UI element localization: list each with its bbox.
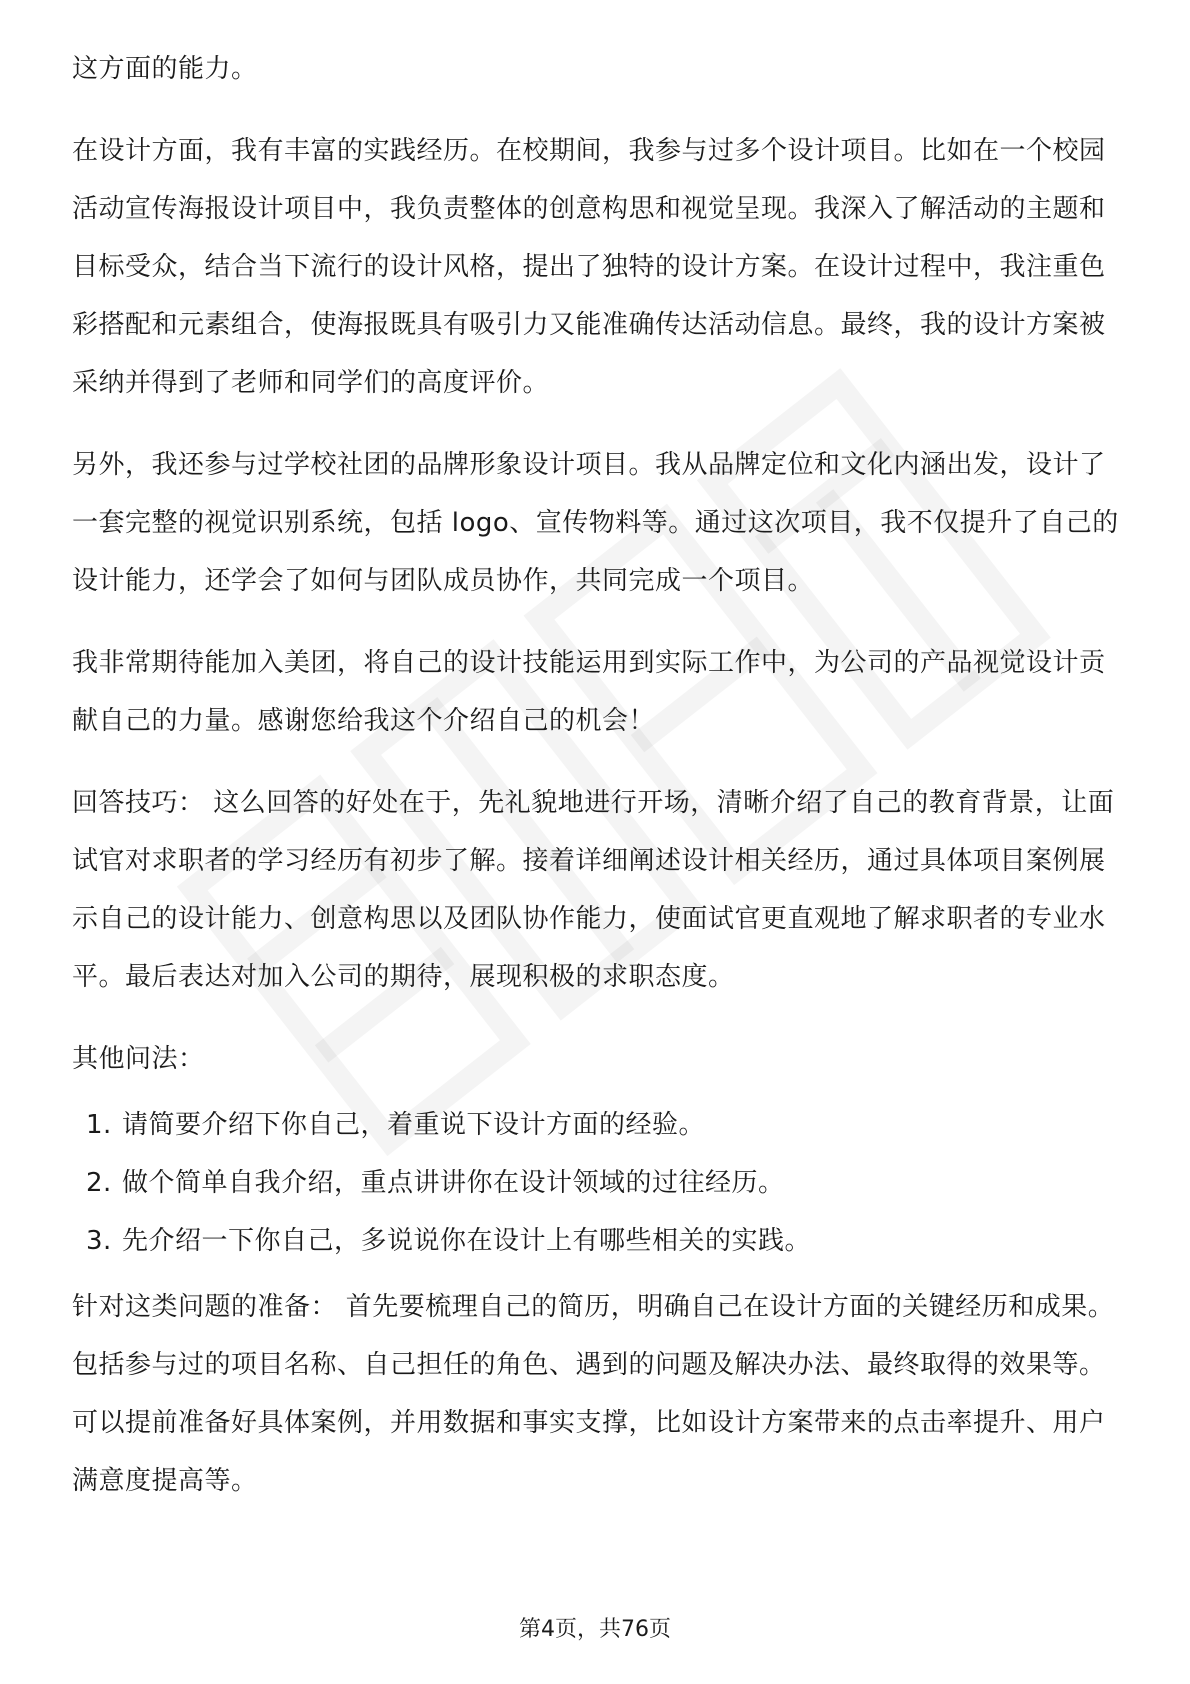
page-number-footer: 第4页，共76页 xyxy=(519,1617,671,1642)
paragraph-design-experience: 在设计方面，我有丰富的实践经历。在校期间，我参与过多个设计项目。比如在一个校园活动宣传海报设计项目中，我负责整体的创意构思和视觉呈现。我深入了解活动的主题和目标受众，结合当下流行的设计风格，提出了独特的设计方案。在设计过程中，我注重色彩搭配和元素组合，使海报既具有吸引力又能准确传达活动信息。最终，我的设计方案被采纳并得到了老师和同学们的高度评价。 xyxy=(72,136,1106,398)
paragraph-brand-project: 另外，我还参与过学校社团的品牌形象设计项目。我从品牌定位和文化内涵出发，设计了一套完整的视觉识别系统，包括 logo、宣传物料等。通过这次项目，我不仅提升了自己的设计能力，还学会了如何与团队成员协作，共同完成一个项目。 xyxy=(72,450,1119,596)
list-item: 3. 先介绍一下你自己，多说说你在设计上有哪些相关的实践。 xyxy=(86,1226,812,1256)
list-item: 2. 做个简单自我介绍，重点讲讲你在设计领域的过往经历。 xyxy=(86,1168,785,1198)
paragraph-closing: 我非常期待能加入美团，将自己的设计技能运用到实际工作中，为公司的产品视觉设计贡献自己的力量。感谢您给我这个介绍自己的机会！ xyxy=(72,648,1106,736)
document-body xyxy=(72,40,1122,1510)
paragraph-answer-tips: 回答技巧： 这么回答的好处在于，先礼貌地进行开场，清晰介绍了自己的教育背景，让面试官对求职者的学习经历有初步了解。接着详细阐述设计相关经历，通过具体项目案例展示自己的设计能力、创意构思以及团队协作能力，使面试官更直观地了解求职者的专业水平。最后表达对加入公司的期待，展现积极的求职态度。 xyxy=(72,788,1115,992)
paragraph-preparation: 针对这类问题的准备： 首先要梳理自己的简历，明确自己在设计方面的关键经历和成果。包括参与过的项目名称、自己担任的角色、遇到的问题及解决办法、最终取得的效果等。可以提前准备好具体案例，并用数据和事实支撑，比如设计方案带来的点击率提升、用户满意度提高等。 xyxy=(72,1292,1115,1496)
paragraph-intro-tail: 这方面的能力。 xyxy=(72,54,258,84)
paragraph-other-questions-heading: 其他问法： xyxy=(72,1044,205,1074)
list-item: 1. 请简要介绍下你自己，着重说下设计方面的经验。 xyxy=(86,1110,706,1140)
other-questions-list xyxy=(72,1096,1122,1270)
